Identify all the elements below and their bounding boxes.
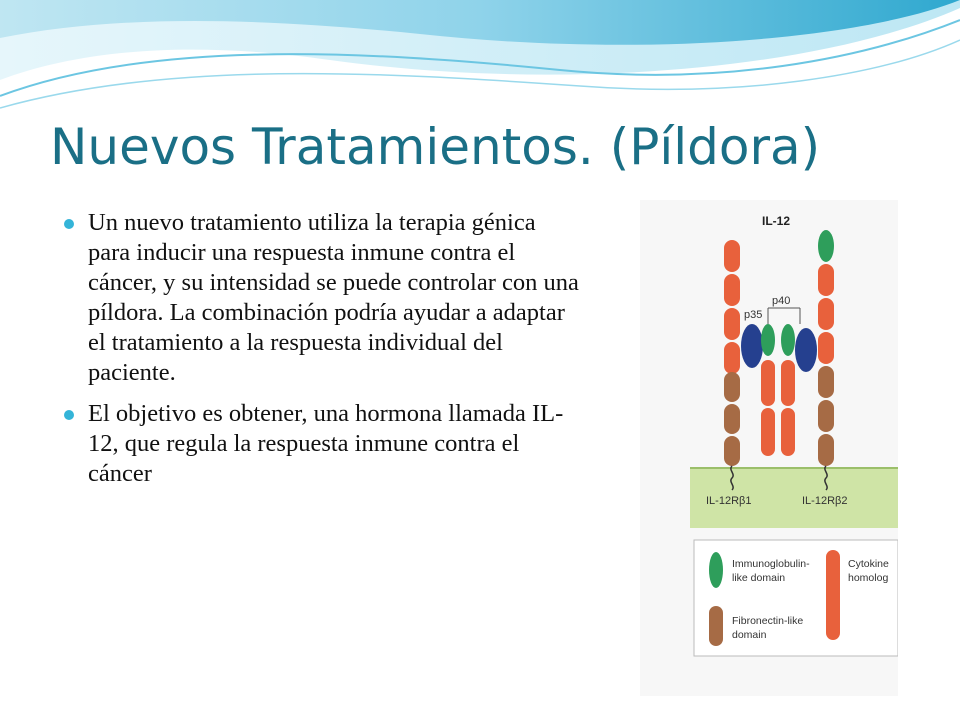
- svg-text:Immunoglobulin-: Immunoglobulin-: [732, 558, 810, 570]
- p40-label: p40: [772, 295, 791, 307]
- bullet-list: [60, 208, 580, 500]
- p35-label: p35: [744, 309, 763, 321]
- decorative-wave-header: [0, 0, 960, 130]
- svg-text:domain: domain: [732, 629, 767, 641]
- svg-text:Fibronectin-like: Fibronectin-like: [732, 615, 804, 627]
- bullet-item: [60, 399, 580, 489]
- bullet-item: [60, 208, 580, 388]
- figure-legend: [694, 540, 898, 656]
- slide-title: Nuevos Tratamientos. (Píldora): [50, 118, 821, 176]
- bullet-text: El objetivo es obtener, una hormona llamada IL-12, que regula la respuesta inmune contra el cáncer: [88, 400, 564, 487]
- bullet-dot-icon: [64, 219, 74, 229]
- receptor-beta1-label: IL-12Rβ1: [706, 495, 752, 507]
- receptor-beta2-label: IL-12Rβ2: [802, 495, 848, 507]
- receptor-beta1: [724, 240, 740, 490]
- svg-text:homolog: homolog: [848, 572, 889, 584]
- figure-title: IL-12: [762, 214, 791, 228]
- bullet-dot-icon: [64, 410, 74, 420]
- svg-text:Cytokine: Cytokine: [848, 558, 889, 570]
- svg-text:like domain: like domain: [732, 572, 786, 584]
- receptor-beta2: [818, 230, 834, 490]
- il12-receptor-diagram: [640, 200, 898, 696]
- bullet-text: Un nuevo tratamiento utiliza la terapia génica para inducir una respuesta inmune contra el cáncer, y su intensidad se puede controlar con una píldora. La combinación podría ayudar a adaptar el tratamiento a la respuesta individual del paciente.: [88, 209, 579, 386]
